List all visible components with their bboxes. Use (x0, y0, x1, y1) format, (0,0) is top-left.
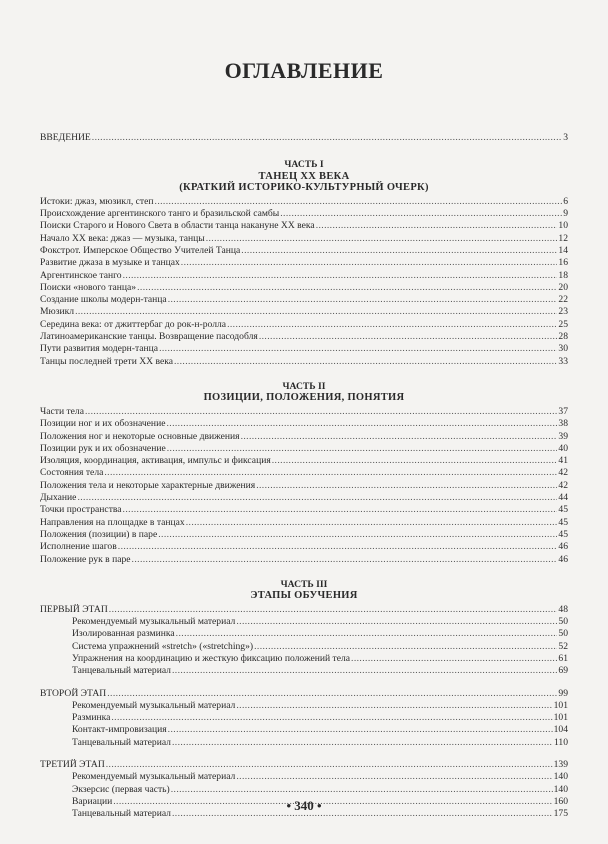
dot-leader (236, 771, 552, 783)
dot-leader (168, 294, 558, 306)
part-heading: ЧАСТЬ II (282, 380, 326, 392)
toc-entry-page: 14 (558, 244, 568, 256)
toc-entry-label: Латиноамериканские танцы. Возвращение пасодобля (40, 331, 258, 343)
toc-entry-page: 22 (558, 294, 568, 306)
dot-leader (155, 196, 563, 208)
toc-entry-label: Середина века: от джиттербаг до рок-н-ролла (40, 318, 227, 330)
toc-entry-label: Изолированная разминка (72, 628, 175, 640)
toc-entry (40, 208, 568, 220)
toc-entry (40, 641, 568, 653)
dot-leader (186, 517, 558, 529)
toc-entry (40, 245, 568, 257)
toc-entry (40, 431, 568, 443)
toc-entry (40, 604, 568, 616)
toc-entry-label: Вариации (72, 795, 113, 807)
toc-entry-label: Упражнения на координацию и жесткую фиксацию положений тела (72, 653, 351, 664)
part-heading: ЧАСТЬ III (280, 578, 328, 590)
toc-entry-page: 20 (558, 281, 568, 293)
toc-entry (40, 443, 568, 455)
toc-entry (40, 517, 568, 529)
toc-entry (40, 541, 568, 553)
toc-entry-page: 12 (558, 232, 568, 244)
toc-entry (40, 220, 568, 232)
toc-entry-page: 61 (558, 653, 568, 664)
toc-entry (40, 616, 568, 628)
toc-entry (40, 406, 568, 418)
spacer (40, 566, 568, 579)
dot-leader (77, 492, 557, 504)
toc-entry-label: Контакт-импровизация (72, 724, 167, 736)
toc-entry-page: 140 (553, 783, 568, 795)
toc-entry (40, 700, 568, 712)
toc-entry-page: 41 (558, 455, 568, 467)
toc-entry-label: Танцы последней трети XX века (40, 355, 173, 367)
dot-leader (351, 653, 557, 665)
toc-entry-label: Создание школы модерн-танца (40, 294, 167, 306)
toc-entry (40, 504, 568, 516)
dot-leader (256, 480, 557, 492)
toc-entry-label: Танцевальный материал (72, 736, 171, 748)
toc-entry-label: Разминка (72, 712, 111, 724)
dot-leader (181, 257, 558, 269)
toc-entry (40, 665, 568, 677)
dot-leader (241, 245, 557, 257)
toc-entry (40, 771, 568, 783)
toc-entry-page: 9 (563, 208, 568, 220)
toc-entry-page: 50 (558, 616, 568, 628)
toc-entry-page: 44 (558, 492, 568, 504)
toc-entry (40, 356, 568, 368)
toc-entry-label: ВВЕДЕНИЕ (40, 132, 91, 143)
dot-leader (176, 628, 558, 640)
toc-entry (40, 418, 568, 430)
toc-entry-label: Позиции ног и их обозначение (40, 418, 166, 430)
toc-entry-page: 30 (558, 343, 568, 355)
part-heading: ЧАСТЬ I (284, 159, 324, 171)
toc-entry-label: Мюзикл (40, 306, 75, 318)
toc-entry-page: 140 (553, 771, 568, 783)
dot-leader (75, 306, 557, 318)
toc-entry-page: 33 (558, 355, 568, 367)
toc-entry-label: Развитие джаза в музыке и танцах (40, 257, 180, 269)
toc-entry-label: Пути развития модерн-танца (40, 343, 159, 355)
spacer (40, 144, 568, 159)
toc-entry (40, 455, 568, 467)
toc-entry (40, 529, 568, 541)
toc-entry-label: Поиски Старого и Нового Света в области танца накануне XX века (40, 220, 315, 232)
part-subtitle: ПОЗИЦИИ, ПОЛОЖЕНИЯ, ПОНЯТИЯ (203, 392, 405, 404)
toc-entry (40, 282, 568, 294)
toc-entry-label: Танцевальный материал (72, 808, 171, 820)
toc-entry-page: 104 (553, 724, 568, 736)
toc-entry-page: 50 (558, 628, 568, 640)
page-title: ОГЛАВЛЕНИЕ (224, 58, 384, 83)
dot-leader (227, 319, 557, 331)
dot-leader (254, 641, 557, 653)
dot-leader (159, 343, 557, 355)
dot-leader (111, 712, 552, 724)
toc-entry-page: 18 (558, 269, 568, 281)
table-of-contents (40, 132, 568, 821)
toc-entry-label: Рекомендуемый музыкальный материал (72, 771, 236, 783)
toc-entry-label: Дыхание (40, 492, 77, 504)
dot-leader (172, 737, 553, 749)
toc-entry-page: 16 (558, 257, 568, 269)
toc-entry-page: 45 (558, 504, 568, 516)
spacer (40, 749, 568, 759)
toc-entry (40, 759, 568, 771)
toc-entry-page: 110 (553, 736, 568, 748)
toc-entry (40, 343, 568, 355)
toc-entry-label: Танцевальный материал (72, 665, 171, 677)
spacer (40, 368, 568, 381)
toc-entry-label: Аргентинское танго (40, 269, 122, 281)
dot-leader (158, 529, 557, 541)
toc-entry-page: 46 (558, 541, 568, 553)
toc-entry-page: 52 (558, 640, 568, 652)
toc-entry-page: 48 (558, 603, 568, 615)
part-subtitle: ТАНЕЦ XX ВЕКА (258, 170, 350, 182)
toc-entry-label: ПЕРВЫЙ ЭТАП (40, 603, 108, 615)
toc-entry-label: Истоки: джаз, мюзикл, степ (40, 195, 154, 207)
dot-leader (171, 784, 553, 796)
dot-leader (118, 541, 558, 553)
toc-entry-label: ВТОРОЙ ЭТАП (40, 687, 107, 699)
toc-entry (40, 294, 568, 306)
toc-entry (40, 784, 568, 796)
toc-entry-page: 6 (563, 195, 568, 207)
dot-leader (104, 467, 557, 479)
toc-entry (40, 628, 568, 640)
toc-entry (40, 306, 568, 318)
toc-entry-page: 10 (558, 220, 568, 232)
dot-leader (236, 616, 557, 628)
dot-leader (172, 665, 557, 677)
toc-entry (40, 712, 568, 724)
dot-leader (280, 208, 562, 220)
toc-entry-label: Рекомендуемый музыкальный материал (72, 616, 236, 628)
part-subtitle: (КРАТКИЙ ИСТОРИКО-КУЛЬТУРНЫЙ ОЧЕРК) (179, 182, 429, 194)
toc-entry-label: ТРЕТИЙ ЭТАП (40, 759, 105, 771)
toc-entry (40, 331, 568, 343)
dot-leader (316, 220, 558, 232)
toc-entry-page: 40 (558, 442, 568, 454)
dot-leader (137, 282, 557, 294)
toc-entry-label: Позиции рук и их обозначение (40, 442, 166, 454)
toc-entry-label: Изоляция, координация, активация, импульс и фиксация (40, 455, 271, 467)
dot-leader (241, 431, 558, 443)
toc-entry-page: 38 (558, 418, 568, 430)
dot-leader (206, 233, 558, 245)
dot-leader (259, 331, 558, 343)
toc-entry (40, 257, 568, 269)
dot-leader (85, 406, 557, 418)
toc-entry-label: Положения (позиции) в паре (40, 528, 158, 540)
toc-entry-page: 25 (558, 318, 568, 330)
toc-entry (40, 270, 568, 282)
toc-entry-page: 46 (558, 553, 568, 565)
toc-entry-label: Начало XX века: джаз — музыка, танцы (40, 232, 205, 244)
toc-entry-page: 3 (563, 132, 568, 143)
toc-entry-label: Положение рук в паре (40, 553, 131, 565)
toc-entry-label: Экзерсис (первая часть) (72, 783, 170, 795)
toc-entry-label: Происхождение аргентинского танго и бразильской самбы (40, 208, 280, 220)
toc-entry-page: 23 (558, 306, 568, 318)
toc-entry-page: 139 (553, 759, 568, 771)
dot-leader (272, 455, 558, 467)
dot-leader (168, 724, 553, 736)
page-number: • 340 • (286, 798, 322, 813)
toc-entry (40, 653, 568, 665)
toc-entry-page: 37 (558, 405, 568, 417)
toc-entry (40, 196, 568, 208)
toc-entry-page: 42 (558, 479, 568, 491)
dot-leader (132, 554, 558, 566)
toc-entry (40, 480, 568, 492)
dot-leader (123, 504, 558, 516)
toc-entry (40, 319, 568, 331)
dot-leader (166, 418, 557, 430)
dot-leader (123, 270, 558, 282)
toc-entry (40, 132, 568, 144)
toc-entry-page: 99 (558, 687, 568, 699)
toc-entry-page: 39 (558, 430, 568, 442)
toc-entry-label: Система упражнений «stretch» («stretching») (72, 640, 254, 652)
dot-leader (106, 759, 553, 771)
part-subtitle: ЭТАПЫ ОБУЧЕНИЯ (250, 590, 358, 602)
toc-entry-label: Исполнение шагов (40, 541, 117, 553)
dot-leader (109, 604, 558, 616)
toc-entry (40, 724, 568, 736)
dot-leader (107, 688, 557, 700)
toc-entry (40, 688, 568, 700)
toc-entry-label: Поиски «нового танца» (40, 281, 137, 293)
toc-entry (40, 233, 568, 245)
toc-entry (40, 467, 568, 479)
toc-entry-label: Фокстрот. Имперское Общество Учителей Танца (40, 244, 241, 256)
dot-leader (236, 700, 552, 712)
toc-entry-page: 101 (553, 712, 568, 724)
toc-entry (40, 492, 568, 504)
toc-entry-label: Положения тела и некоторые характерные движения (40, 479, 256, 491)
toc-entry-page: 45 (558, 528, 568, 540)
toc-entry-label: Направления на площадке в танцах (40, 516, 185, 528)
toc-entry-label: Рекомендуемый музыкальный материал (72, 699, 236, 711)
toc-entry-label: Состояния тела (40, 467, 104, 479)
toc-entry-page: 69 (558, 665, 568, 677)
toc-entry-label: Части тела (40, 405, 84, 417)
toc-entry-page: 42 (558, 467, 568, 479)
toc-entry (40, 737, 568, 749)
toc-entry-page: 28 (558, 331, 568, 343)
toc-entry-page: 160 (553, 795, 568, 807)
toc-entry-label: Положения ног и некоторые основные движения (40, 430, 240, 442)
toc-entry-page: 45 (558, 516, 568, 528)
dot-leader (92, 132, 562, 144)
toc-entry-label: Точки пространства (40, 504, 122, 516)
spacer (40, 678, 568, 688)
dot-leader (174, 356, 557, 368)
dot-leader (167, 443, 558, 455)
toc-entry-page: 101 (553, 699, 568, 711)
toc-entry (40, 554, 568, 566)
toc-entry-page: 175 (553, 808, 568, 820)
